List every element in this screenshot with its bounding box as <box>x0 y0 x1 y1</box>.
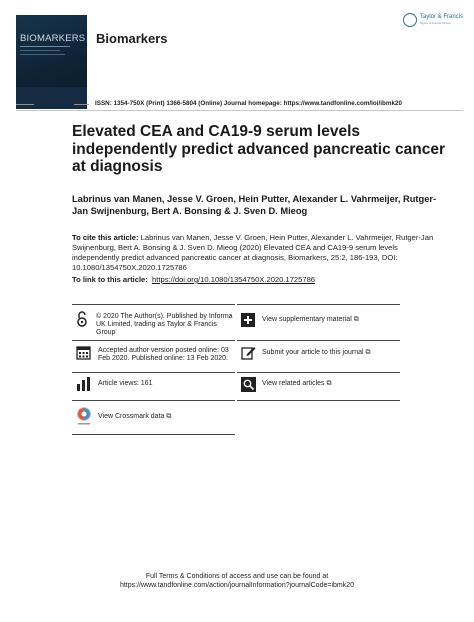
calendar-icon <box>76 345 91 365</box>
external-link-icon: ⧉ <box>166 413 172 420</box>
citation-block <box>72 233 442 273</box>
journal-name[interactable]: Biomarkers <box>96 31 168 46</box>
divider <box>237 372 400 373</box>
crossmark-link[interactable] <box>98 413 171 421</box>
divider <box>237 340 400 341</box>
divider <box>72 340 235 341</box>
publication-dates: Accepted author version posted online: 03 Feb 2020. Published online: 13 Feb 2020. <box>98 347 229 363</box>
submit-edit-icon[interactable] <box>241 345 256 365</box>
external-link-icon: ⧉ <box>353 316 359 323</box>
divider <box>72 434 235 435</box>
cover-divider <box>20 54 65 55</box>
small-logo-left: ▬▬▬▬▬▬ <box>16 102 34 106</box>
footer <box>0 572 474 590</box>
related-articles-link[interactable] <box>262 380 332 388</box>
publisher-logo-text: Taylor & Francis <box>420 14 464 20</box>
article-title: Elevated CEA and CA19-9 serum levels independently predict advanced pancreatic cancer at diagnosis <box>72 123 445 175</box>
article-doi-link[interactable]: https://doi.org/10.1080/1354750X.2020.1725786 <box>152 275 316 284</box>
related-search-icon[interactable] <box>241 377 256 397</box>
add-material-icon[interactable] <box>241 313 255 332</box>
footer-terms: Full Terms & Conditions of access and use can be found at <box>145 573 329 580</box>
header-divider <box>16 110 463 111</box>
article-link-line <box>72 275 315 284</box>
crossmark-icon[interactable] <box>76 407 92 432</box>
external-link-icon: ⧉ <box>326 380 332 387</box>
bar-chart-icon <box>76 377 91 396</box>
divider <box>72 400 235 401</box>
open-access-icon <box>76 311 88 332</box>
publisher-logo[interactable] <box>403 13 463 31</box>
publisher-logo-icon <box>403 13 417 27</box>
cover-title: BIOMARKERS <box>20 33 86 44</box>
external-link-icon: ⧉ <box>365 349 371 356</box>
divider <box>237 400 400 401</box>
small-logo-mid: ▬▬▬▬▬ <box>74 102 89 106</box>
article-authors: Labrinus van Manen, Jesse V. Groen, Hein Putter, Alexander L. Vahrmeijer, Rutger-Jan Swijnenburg, Bert A. Bonsing & J. Sven D. Mieog <box>72 194 437 216</box>
footer-terms-url[interactable]: https://www.tandfonline.com/action/journalInformation?journalCode=ibmk20 <box>119 582 355 589</box>
cover-divider <box>20 50 60 51</box>
divider <box>72 372 235 373</box>
publisher-logo-subtext: Taylor & Francis Group <box>420 21 451 25</box>
citation-label: To cite this article: <box>72 233 139 242</box>
journal-cover-image <box>16 15 87 109</box>
divider <box>72 304 235 305</box>
supplementary-label[interactable]: View supplementary material <box>262 316 352 323</box>
submit-article-label[interactable]: Submit your article to this journal <box>262 349 364 356</box>
cover-divider <box>20 46 70 47</box>
crossmark-label[interactable]: View Crossmark data <box>98 413 165 420</box>
supplementary-link[interactable] <box>262 316 359 324</box>
citation-text: Labrinus van Manen, Jesse V. Groen, Hein Putter, Alexander L. Vahrmeijer, Rutger-Jan Swijnenburg, Bert A. Bonsing & J. Sven D. Mieog (2020) Elevated CEA and CA19-9 serum levels independently predict advanced pancreatic cancer at diagnosis, Biomarkers, 25:2, 186-193, DOI: 10.1080/1354750X.2020.1725786 <box>72 233 434 272</box>
license-text: © 2020 The Author(s). Published by Informa UK Limited, trading as Taylor & Francis Group <box>96 313 233 337</box>
article-views[interactable]: Article views: 161 <box>98 380 153 387</box>
divider <box>237 304 400 305</box>
related-articles-label[interactable]: View related articles <box>262 380 325 387</box>
article-link-label: To link to this article: <box>72 275 148 284</box>
submit-article-link[interactable] <box>262 349 371 357</box>
issn-line[interactable]: ISSN: 1354-750X (Print) 1366-5804 (Online) Journal homepage: https://www.tandfonline.com/loi/ibmk20 <box>95 100 402 107</box>
